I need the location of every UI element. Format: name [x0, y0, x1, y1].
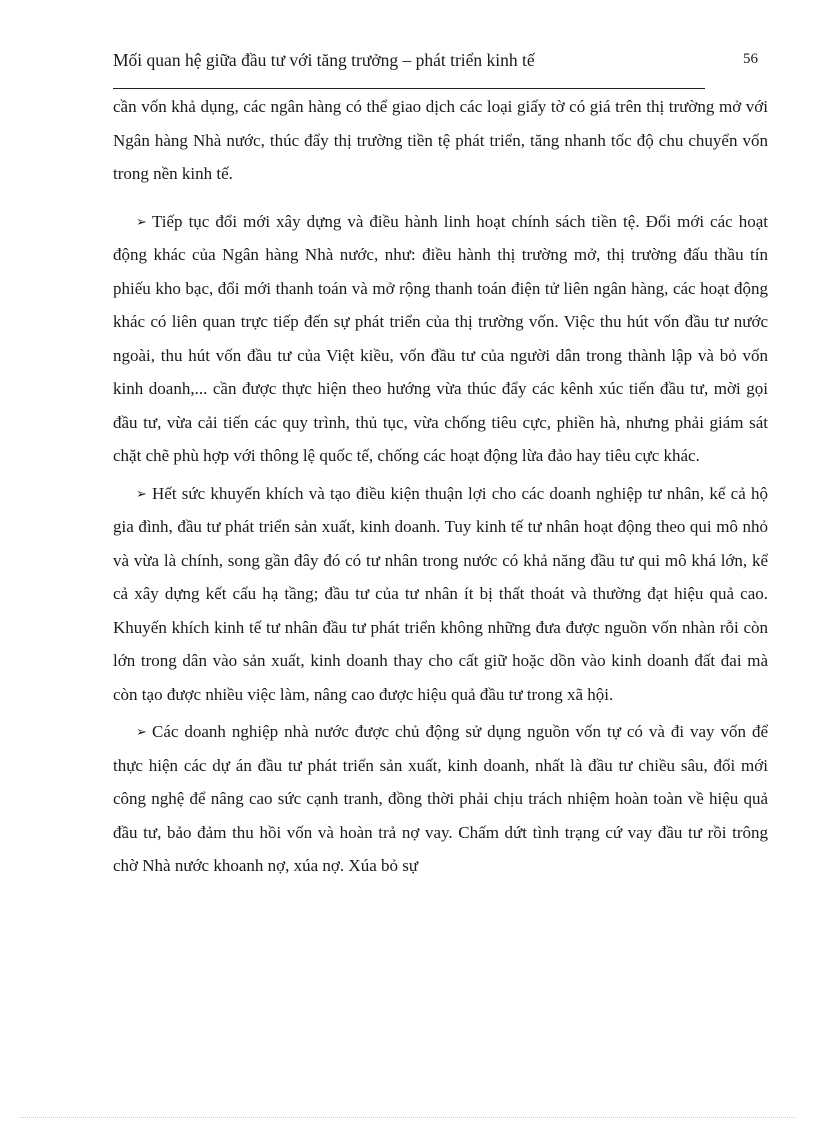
page-number: 56	[743, 51, 758, 67]
paragraph-continuation	[113, 90, 768, 191]
document-body	[113, 90, 768, 887]
paragraph-text: Tiếp tục đổi mới xây dựng và điều hành linh hoạt chính sách tiền tệ. Đổi mới các hoạt động khác của Ngân hàng Nhà nước, như: điều hành thị trường mở, thị trường đấu thầu tín phiếu kho bạc, đổi mới thanh toán và mở rộng thanh toán điện tử liên ngân hàng, các hoạt động khác có liên quan trực tiếp đến sự phát triển của thị trường vốn. Việc thu hút vốn đầu tư nước ngoài, thu hút vốn đầu tư của Việt kiều, vốn đầu tư của người dân trong thành lập và bỏ vốn kinh doanh,... cần được thực hiện theo hướng vừa thúc đẩy các kênh xúc tiến đầu tư, mời gọi đầu tư, vừa cải tiến các quy trình, thủ tục, vừa chống tiêu cực, phiền hà, nhưng phải giám sát chặt chẽ phù hợp với thông lệ quốc tế, chống các hoạt động lừa đảo hay tiêu cực khác.	[113, 211, 768, 465]
header-divider	[113, 88, 705, 89]
paragraph-text: Hết sức khuyến khích và tạo điều kiện thuận lợi cho các doanh nghiệp tư nhân, kể cả hộ gia đình, đầu tư phát triển sản xuất, kinh doanh. Tuy kinh tế tư nhân hoạt động theo qui mô nhỏ và vừa là chính, song gần đây đó có tư nhân trong nước có khả năng đầu tư qui mô khá lớn, kể cả xây dựng kết cấu hạ tầng; đầu tư của tư nhân ít bị thất thoát và thường đạt hiệu quả cao. Khuyến khích kinh tế tư nhân đầu tư phát triển không những đưa được nguồn vốn nhàn rỗi còn lớn trong dân vào sản xuất, kinh doanh thay cho cất giữ hoặc dồn vào kinh doanh đất đai mà còn tạo được nhiều việc làm, nâng cao được hiệu quả đầu tư trong xã hội.	[113, 483, 768, 704]
header-title: Mối quan hệ giữa đầu tư với tăng trưởng – phát triển kinh tế	[113, 50, 535, 70]
bullet-paragraph	[113, 477, 768, 712]
bullet-paragraph	[113, 715, 768, 883]
paragraph-text: Các doanh nghiệp nhà nước được chủ động sử dụng nguồn vốn tự có và đi vay vốn để thực hiện các dự án đầu tư phát triển sản xuất, kinh doanh, nhất là đầu tư chiều sâu, đổi mới công nghệ để nâng cao sức cạnh tranh, đồng thời phải chịu trách nhiệm hoàn toàn về hiệu quả đầu tư, bảo đảm thu hồi vốn và hoàn trả nợ vay. Chấm dứt tình trạng cứ vay đầu tư rồi trông chờ Nhà nước khoanh nợ, xúa nợ. Xúa bỏ sự	[113, 722, 768, 875]
arrow-bullet-icon: ➢	[136, 213, 147, 229]
page-bottom-border	[20, 1117, 796, 1118]
bullet-paragraph	[113, 205, 768, 473]
arrow-bullet-icon: ➢	[136, 724, 147, 739]
arrow-bullet-icon: ➢	[136, 485, 147, 501]
paragraph-text: cần vốn khả dụng, các ngân hàng có thể giao dịch các loại giấy tờ có giá trên thị trường mở với Ngân hàng Nhà nước, thúc đẩy thị trường tiền tệ phát triển, tăng nhanh tốc độ chu chuyển vốn trong nền kinh tế.	[113, 97, 768, 183]
page-header	[113, 50, 758, 74]
